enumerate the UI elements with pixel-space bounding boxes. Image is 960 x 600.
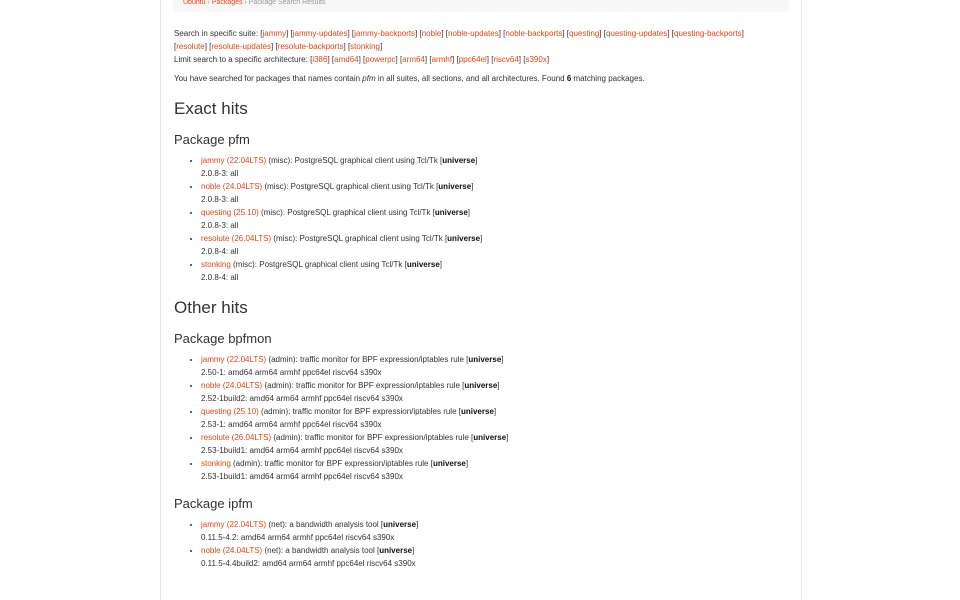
bracket: [	[671, 29, 675, 38]
list-item	[201, 379, 774, 405]
arch-link[interactable]: riscv64	[493, 55, 519, 64]
bracket: ]	[424, 55, 430, 64]
bracket: ]	[475, 156, 478, 165]
bracket: ]	[286, 29, 291, 38]
list-item	[201, 405, 774, 431]
version-arch-info: 2.0.8-3: all	[201, 195, 239, 204]
suite-version-link[interactable]: jammy (22.04LTS)	[201, 355, 267, 364]
version-arch-info: 2.50-1: amd64 arm64 armhf ppc64el riscv64 s390x	[201, 368, 382, 377]
bracket: ]	[204, 42, 210, 51]
other-hits-section	[174, 331, 774, 570]
suite-link[interactable]: resolute-updates	[211, 42, 271, 51]
suite-version-link[interactable]: noble (24.04LTS)	[201, 546, 263, 555]
version-arch-info: 2.53-1build1: amd64 arm64 armhf ppc64el riscv64 s390x	[201, 446, 403, 455]
package-description: (admin): traffic monitor for BPF expression/iptables rule [	[262, 381, 465, 390]
bracket: ]	[439, 260, 442, 269]
package-description: (admin): traffic monitor for BPF expression/iptables rule [	[230, 459, 433, 468]
component-label: universe	[442, 156, 476, 165]
version-arch-info: 2.0.8-4: all	[201, 247, 239, 256]
arch-filter	[174, 53, 774, 66]
list-item	[201, 232, 774, 258]
arch-link[interactable]: ppc64el	[458, 55, 487, 64]
version-arch-info: 0.11.5-4.4build2: amd64 arm64 armhf ppc64el riscv64 s390x	[201, 559, 416, 568]
bracket: ]	[497, 381, 500, 390]
bracket: [	[399, 55, 403, 64]
bracket: ]	[415, 29, 420, 38]
breadcrumb-packages[interactable]: Packages	[211, 0, 243, 6]
suite-version-link[interactable]: noble (24.04LTS)	[201, 381, 263, 390]
arch-link[interactable]: armhf	[431, 55, 453, 64]
bracket: [	[260, 29, 263, 38]
bracket: ]	[506, 433, 509, 442]
suite-version-link[interactable]: resolute (26.04LTS)	[201, 234, 272, 243]
list-item	[201, 154, 774, 180]
suite-filter-label: Search in specific suite:	[174, 29, 259, 38]
bracket: ]	[347, 29, 352, 38]
suite-link[interactable]: stonking	[350, 42, 380, 51]
bracket: ]	[465, 459, 469, 468]
bracket: ]	[327, 55, 332, 64]
bracket: ]	[270, 42, 276, 51]
package-description: (admin): traffic monitor for BPF expression/iptables rule [	[258, 407, 461, 416]
suite-link[interactable]: resolute	[176, 42, 205, 51]
package-description: (admin): traffic monitor for BPF expression/iptables rule [	[266, 355, 469, 364]
bracket: ]	[416, 520, 419, 529]
bracket: ]	[518, 55, 524, 64]
suite-version-link[interactable]: stonking	[201, 459, 231, 468]
bracket: [	[290, 29, 293, 38]
bracket: [	[310, 55, 313, 64]
bracket: [	[275, 42, 278, 51]
bracket: ]	[358, 55, 364, 64]
package-result-list	[174, 518, 774, 570]
bracket: [	[503, 29, 506, 38]
bracket: [	[419, 29, 422, 38]
bracket: [	[445, 29, 448, 38]
bracket: ]	[741, 29, 744, 38]
page-container	[160, 0, 802, 600]
list-item	[201, 258, 774, 284]
package-description: (misc): PostgreSQL graphical client using Tcl/Tk [	[271, 234, 448, 243]
package-description: (misc): PostgreSQL graphical client using Tcl/Tk [	[230, 260, 407, 269]
bracket: [	[174, 42, 177, 51]
bracket: [	[566, 29, 570, 38]
list-item	[201, 206, 774, 232]
main-content	[174, 27, 774, 570]
component-label: universe	[434, 208, 468, 217]
bracket: ]	[441, 29, 446, 38]
bracket: ]	[452, 55, 457, 64]
suite-link[interactable]: noble-backports	[505, 29, 563, 38]
bracket: ]	[498, 29, 504, 38]
version-arch-info: 2.53-1: amd64 arm64 armhf ppc64el riscv64 s390x	[201, 420, 382, 429]
suite-link[interactable]: resolute-backports	[277, 42, 344, 51]
exact-hits-section	[174, 132, 774, 284]
suite-version-link[interactable]: questing (25.10)	[201, 407, 259, 416]
component-label: universe	[447, 234, 481, 243]
component-label: universe	[468, 355, 502, 364]
bracket: ]	[599, 29, 604, 38]
package-description: (misc): PostgreSQL graphical client using Tcl/Tk [	[258, 208, 435, 217]
suite-version-link[interactable]: stonking	[201, 260, 231, 269]
bracket: [	[331, 55, 335, 64]
suite-link[interactable]: questing-backports	[674, 29, 742, 38]
version-arch-info: 2.53-1build1: amd64 arm64 armhf ppc64el riscv64 s390x	[201, 472, 403, 481]
breadcrumb: Ubuntu › Packages › Package Search Results	[173, 0, 789, 12]
suite-list	[174, 29, 744, 51]
bracket: [	[456, 55, 459, 64]
arch-filter-label: Limit search to a specific architecture:	[174, 55, 308, 64]
summary-middle: in all suites, all sections, and all architectures. Found	[375, 74, 567, 83]
package-heading: Package bpfmon	[174, 331, 272, 346]
version-arch-info: 2.0.8-3: all	[201, 221, 239, 230]
suite-version-link[interactable]: noble (24.04LTS)	[201, 182, 263, 191]
list-item	[201, 353, 774, 379]
bracket: [	[491, 55, 494, 64]
package-description: (net): a bandwidth analysis tool [	[262, 546, 380, 555]
bracket: ]	[546, 55, 550, 64]
package-heading: Package pfm	[174, 132, 250, 147]
suite-link[interactable]: questing	[569, 29, 600, 38]
list-item	[201, 457, 774, 483]
suite-version-link[interactable]: jammy (22.04LTS)	[201, 156, 267, 165]
package-result-list	[174, 154, 774, 284]
package-description: (admin): traffic monitor for BPF expression/iptables rule [	[271, 433, 474, 442]
version-arch-info: 2.52-1build2: amd64 arm64 armhf ppc64el riscv64 s390x	[201, 394, 403, 403]
other-hits-heading: Other hits	[174, 298, 248, 317]
bracket: ]	[467, 208, 471, 217]
list-item	[201, 518, 774, 544]
package-result-list	[174, 353, 774, 483]
list-item	[201, 544, 774, 570]
arch-link[interactable]: i386	[312, 55, 328, 64]
breadcrumb-current: Package Search Results	[248, 0, 326, 6]
arch-link[interactable]: s390x	[525, 55, 547, 64]
summary-prefix: You have searched for packages that names contain	[174, 74, 363, 83]
bracket: ]	[379, 42, 383, 51]
list-item	[201, 180, 774, 206]
bracket: [	[603, 29, 606, 38]
bracket: ]	[395, 55, 400, 64]
bracket: ]	[486, 55, 492, 64]
component-label: universe	[383, 520, 417, 529]
component-label: universe	[379, 546, 413, 555]
package-description: (net): a bandwidth analysis tool [	[266, 520, 384, 529]
search-term: pfm	[362, 74, 376, 83]
package-description: (misc): PostgreSQL graphical client using Tcl/Tk [	[266, 156, 443, 165]
component-label: universe	[406, 260, 440, 269]
search-summary	[174, 72, 774, 85]
component-label: universe	[464, 381, 498, 390]
bracket: ]	[493, 407, 497, 416]
bracket: [	[209, 42, 212, 51]
suite-version-link[interactable]: questing (25.10)	[201, 208, 259, 217]
component-label: universe	[460, 407, 494, 416]
component-label: universe	[438, 182, 472, 191]
bracket: ]	[471, 182, 474, 191]
bracket: [	[363, 55, 366, 64]
summary-suffix: matching packages.	[571, 74, 645, 83]
match-count: 6	[566, 74, 572, 83]
suite-version-link[interactable]: jammy (22.04LTS)	[201, 520, 267, 529]
arch-list	[310, 55, 549, 64]
component-label: universe	[473, 433, 507, 442]
suite-link[interactable]: noble-updates	[448, 29, 499, 38]
package-heading: Package ipfm	[174, 496, 253, 511]
bracket: ]	[667, 29, 672, 38]
suite-link[interactable]: questing-updates	[605, 29, 668, 38]
arch-link[interactable]: amd64	[334, 55, 359, 64]
version-arch-info: 0.11.5-4.2: amd64 arm64 armhf ppc64el riscv64 s390x	[201, 533, 395, 542]
bracket: ]	[412, 546, 415, 555]
exact-hits-heading: Exact hits	[174, 99, 248, 118]
bracket: ]	[480, 234, 483, 243]
arch-link[interactable]: arm64	[402, 55, 425, 64]
arch-link[interactable]: powerpc	[365, 55, 396, 64]
version-arch-info: 2.0.8-3: all	[201, 169, 239, 178]
suite-filter	[174, 27, 774, 53]
version-arch-info: 2.0.8-4: all	[201, 273, 239, 282]
bracket: ]	[562, 29, 567, 38]
bracket: [	[351, 29, 355, 38]
component-label: universe	[432, 459, 466, 468]
package-description: (misc): PostgreSQL graphical client using Tcl/Tk [	[262, 182, 439, 191]
breadcrumb-ubuntu[interactable]: Ubuntu	[183, 0, 206, 6]
bracket: [	[523, 55, 526, 64]
suite-link[interactable]: jammy-backports	[354, 29, 416, 38]
suite-link[interactable]: jammy	[262, 29, 287, 38]
suite-link[interactable]: jammy-updates	[292, 29, 348, 38]
bracket: ]	[501, 355, 504, 364]
bracket: [	[347, 42, 351, 51]
bracket: ]	[343, 42, 348, 51]
bracket: [	[429, 55, 432, 64]
suite-version-link[interactable]: resolute (26.04LTS)	[201, 433, 272, 442]
suite-link[interactable]: noble	[421, 29, 442, 38]
list-item	[201, 431, 774, 457]
